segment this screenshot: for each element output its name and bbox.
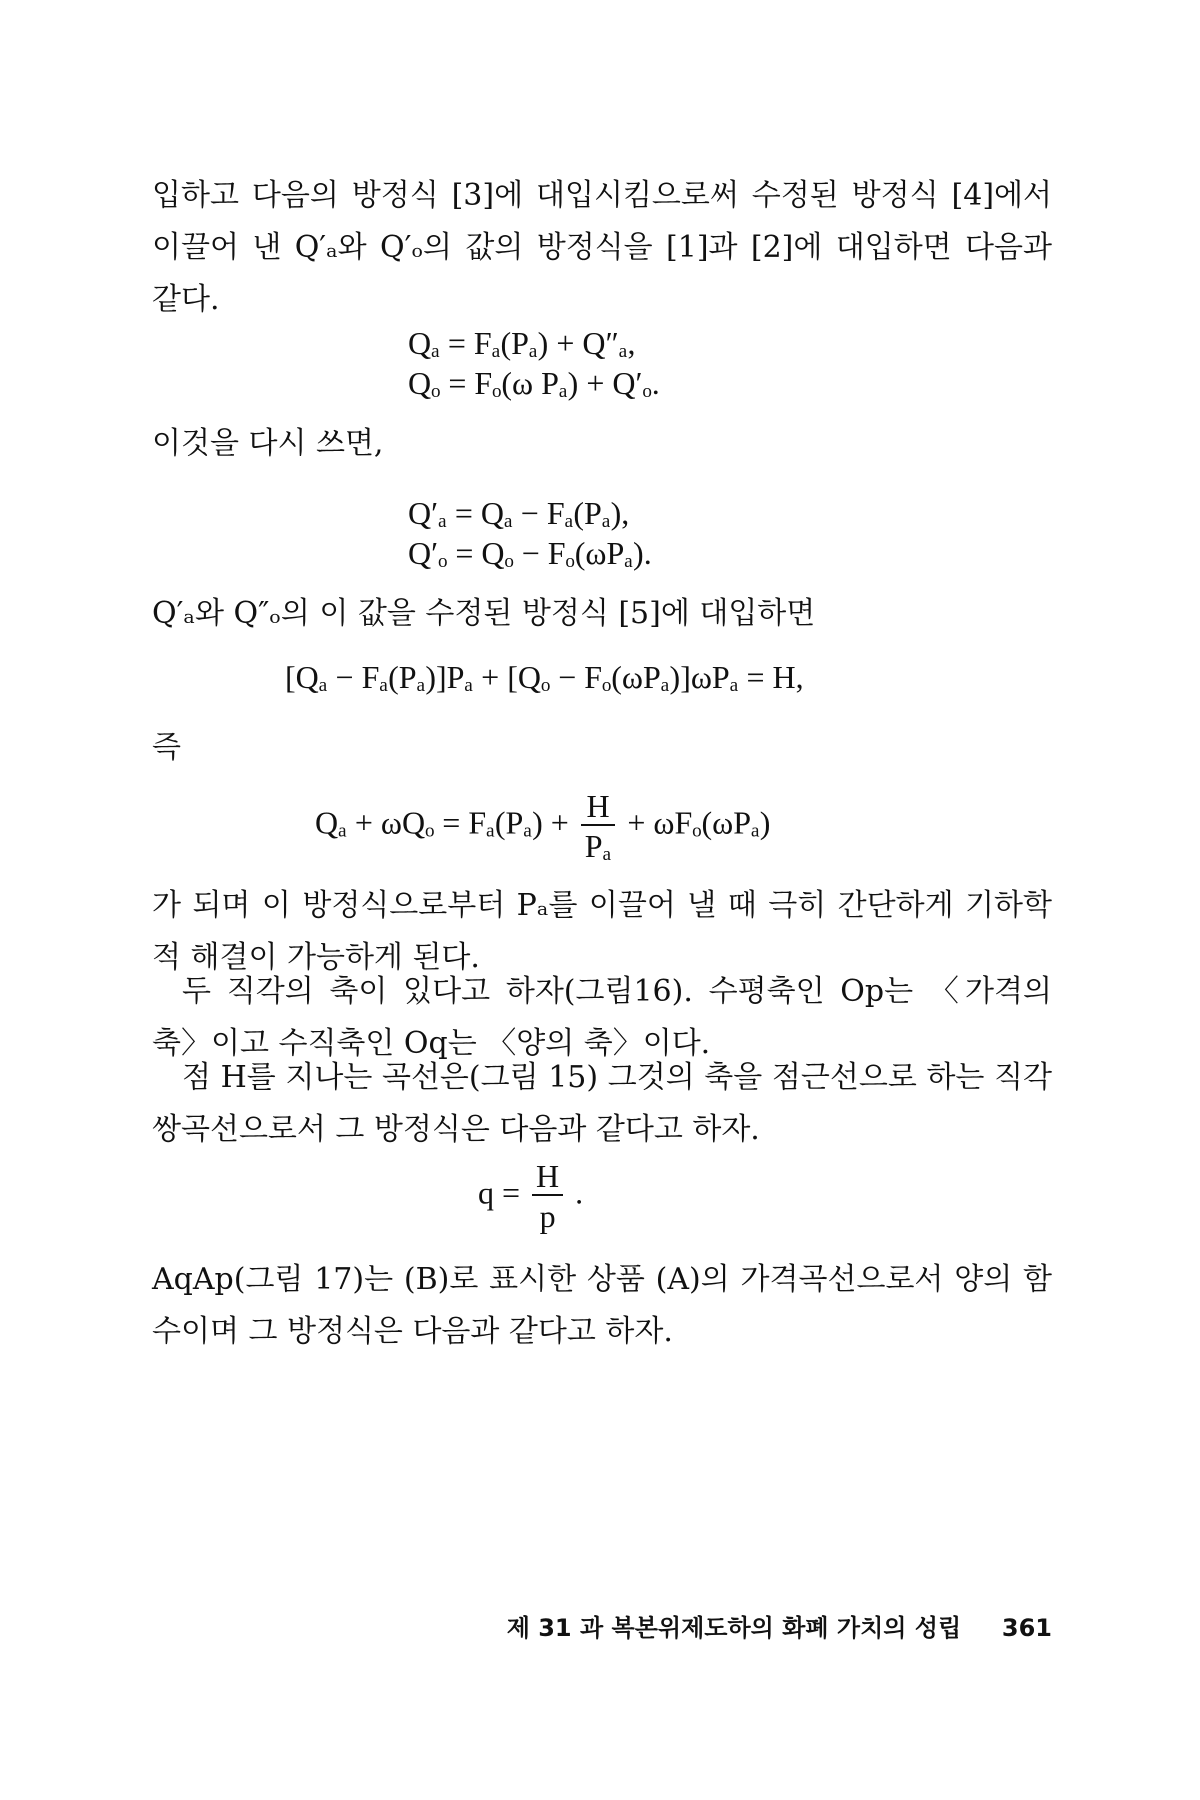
equation-q-prime-o: Q′ₒ = Qₒ − Fₒ(ωPₐ).: [408, 535, 652, 571]
fraction-h-over-pa: [581, 790, 616, 862]
equation-combined: [315, 790, 770, 862]
equation-qa: Qₐ = Fₐ(Pₐ) + Q″ₐ,: [408, 325, 636, 361]
equation-qo: Qₒ = Fₒ(ω Pₐ) + Q′ₒ.: [408, 365, 660, 401]
equation-combined-right: + ωFₒ(ωPₐ): [627, 804, 771, 841]
equation-block-1: [408, 323, 660, 403]
fraction-denominator: Pₐ: [584, 828, 612, 864]
paragraph-substitution-intro: 입하고 다음의 방정식 [3]에 대입시킴으로써 수정된 방정식 [4]에서 이끌어 낸 Q′ₐ와 Q′ₒ의 값의 방정식을 [1]과 [2]에 대입하면 다음과 같다.: [152, 178, 1052, 317]
paragraph-hyperbola: 점 H를 지나는 곡선은(그림 15) 그것의 축을 점근선으로 하는 직각 쌍곡선으로서 그 방정식은 다음과 같다고 하자.: [152, 1060, 1052, 1147]
paragraph-axes: 두 직각의 축이 있다고 하자(그림16). 수평축인 Op는 〈가격의 축〉이고 수직축인 Oq는 〈양의 축〉이다.: [152, 974, 1052, 1061]
chapter-title: 제 31 과 복본위제도하의 화폐 가치의 성립: [506, 1614, 962, 1642]
fraction-numerator: H: [581, 790, 616, 826]
equation-combined-left: Qₐ + ωQₒ = Fₐ(Pₐ) +: [315, 804, 569, 841]
running-footer: [507, 1608, 1052, 1643]
paragraph-price-curve: AqAp(그림 17)는 (B)로 표시한 상품 (A)의 가격곡선으로서 양의 함수이며 그 방정식은 다음과 같다고 하자.: [152, 1262, 1052, 1349]
paragraph-geometric-solution: 가 되며 이 방정식으로부터 Pₐ를 이끌어 낼 때 극히 간단하게 기하학적 해결이 가능하게 된다.: [152, 888, 1052, 975]
paragraph-rewrite: 이것을 다시 쓰면,: [152, 426, 384, 461]
equation-block-2: [408, 493, 652, 573]
fraction-denominator: p: [539, 1198, 556, 1234]
equation-q-prime-a: Q′ₐ = Qₐ − Fₐ(Pₐ),: [408, 495, 630, 531]
fraction-numerator: H: [532, 1160, 563, 1196]
paragraph-namely: 즉: [152, 730, 181, 765]
equation-q-left: q =: [478, 1174, 521, 1211]
paragraph-substitute-eq5: Q′ₐ와 Q″ₒ의 이 값을 수정된 방정식 [5]에 대입하면: [152, 596, 816, 631]
equation-q-period: .: [575, 1174, 584, 1211]
equation-h: [Qₐ − Fₐ(Pₐ)]Pₐ + [Qₒ − Fₒ(ωPₐ)]ωPₐ = H,: [285, 659, 804, 695]
fraction-h-over-p: [532, 1160, 563, 1232]
equation-q-h-p: [478, 1160, 583, 1232]
page-number: 361: [1001, 1614, 1052, 1642]
